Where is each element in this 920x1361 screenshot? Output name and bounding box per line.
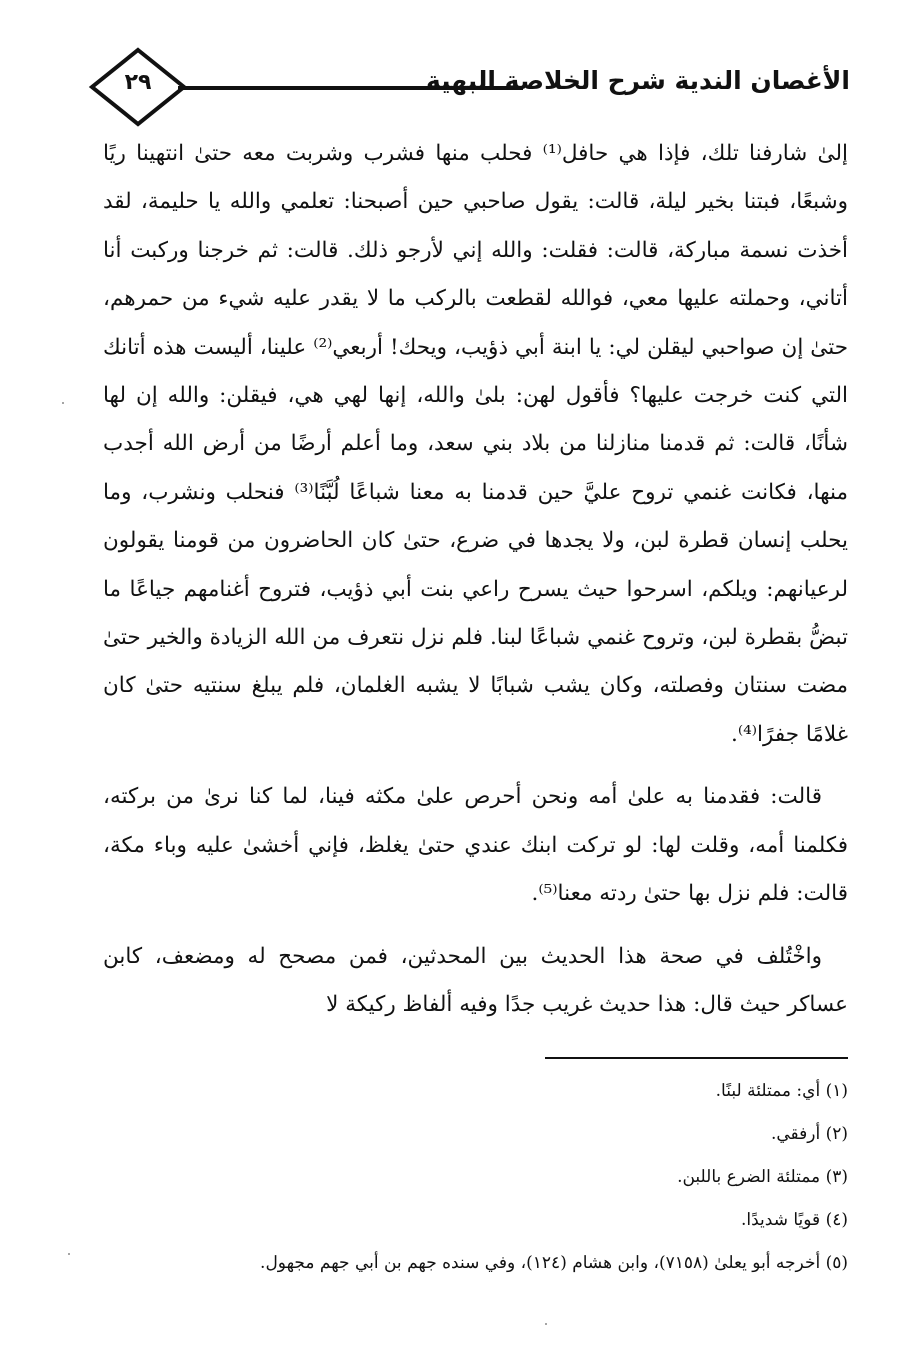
footnote-5: (٥) أخرجه أبو يعلىٰ (٧١٥٨)، وابن هشام (١٢٤)، وفي سنده جهم بن أبي جهم مجهول.	[260, 1253, 848, 1273]
running-header	[80, 46, 850, 136]
paragraph-2: قالت: فقدمنا به علىٰ أمه ونحن أحرص علىٰ مكثه فينا، لما كنا نرىٰ من بركته، فكلمنا أمه، وقلت لها: لو تركت ابنك عندي حتىٰ يغلظ، فإني أخشىٰ عليه وباء مكة، قالت: فلم نزل بها حتىٰ ردته معنا⁽⁵⁾.	[103, 784, 848, 907]
footnote-4: (٤) قويًا شديدًا.	[741, 1210, 848, 1230]
scan-speck	[545, 1323, 547, 1325]
footnote-2: (٢) أرفقي.	[770, 1124, 848, 1144]
footnote-1: (١) أي: ممتلئة لبنًا.	[715, 1081, 848, 1101]
book-title: الأغصان الندية شرح الخلاصة البهية	[425, 66, 850, 95]
footnote-3: (٣) ممتلئة الضرع باللبن.	[677, 1167, 848, 1187]
paragraph-1: إلىٰ شارفنا تلك، فإذا هي حافل⁽¹⁾ فحلب منها فشرب وشربت معه حتىٰ انتهينا ريًا وشبعًا، فبتنا بخير ليلة، قالت: يقول صاحبي حين أصبحنا: تعلمي والله يا حليمة، لقد أخذت نسمة مباركة، قالت: فقلت: والله إني لأرجو ذلك. قالت: ثم خرجنا وركبت أنا أتاني، وحملته عليها معي، فوالله لقطعت بالركب ما لا يقدر عليه شيء من حمرهم، حتىٰ إن صواحبي ليقلن لي: يا ابنة أبي ذؤيب، ويحك! أربعي⁽²⁾ علينا، أليست هذه أتانك التي كنت خرجت عليها؟ فأقول لهن: بلىٰ والله، إنها لهي هي، فيقلن: والله إن لها شأنًا، قالت: ثم قدمنا منازلنا من بلاد بني سعد، وما أعلم أرضًا من أرض الله أجدب منها، فكانت غنمي تروح عليَّ حين قدمنا به معنا شباعًا لُبَّنًا⁽³⁾ فنحلب ونشرب، وما يحلب إنسان قطرة لبن، ولا يجدها في ضرع، حتىٰ كان الحاضرون من قومنا يقولون لرعيانهم: ويلكم، اسرحوا حيث يسرح راعي بنت أبي ذؤيب، فتروح أغنامهم جياعًا ما تبضُّ بقطرة لبن، وتروح غنمي شباعًا لبنا. فلم نزل نتعرف من الله الزيادة والخير حتىٰ مضت سنتان وفصلته، وكان يشب شبابًا لا يشبه الغلمان، فلم يبلغ سنتيه حتىٰ كان غلامًا جفرًا⁽⁴⁾.	[103, 141, 849, 747]
footnotes	[103, 1070, 848, 1285]
scan-speck	[62, 402, 64, 404]
scan-speck	[68, 1253, 70, 1255]
footnote-separator	[545, 1057, 848, 1059]
page-number: ٢٩	[124, 70, 152, 95]
main-text	[103, 130, 848, 1029]
paragraph-3: واخْتُلف في صحة هذا الحديث بين المحدثين، فمن مصحح له ومضعف، كابن عساكر حيث قال: هذا حديث غريب جدًا وفيه ألفاظ ركيكة لا	[103, 943, 848, 1017]
